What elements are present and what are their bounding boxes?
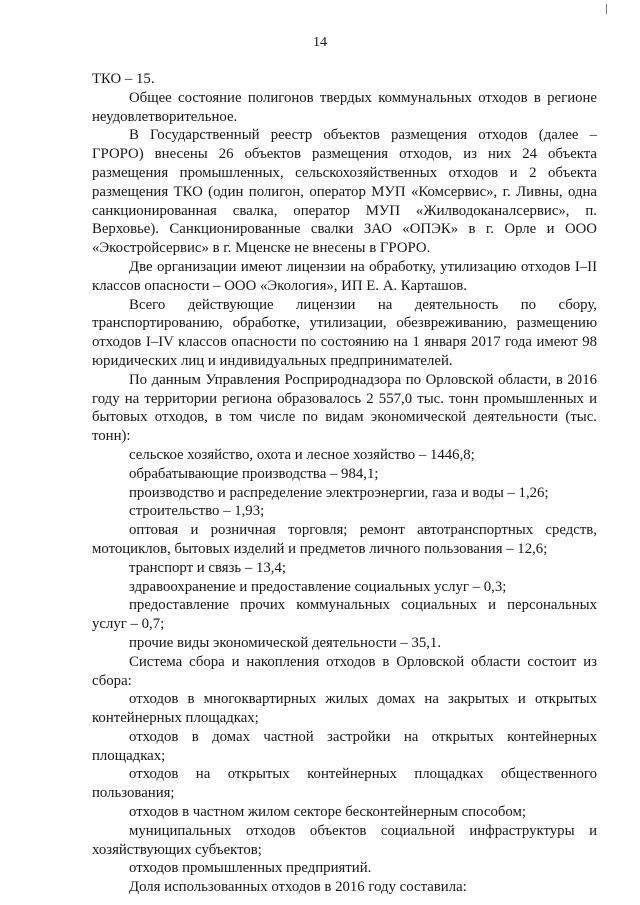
paragraph: Всего действующие лицензии на деятельность по сбору, транспортированию, обработке, утилизации, обезвреживанию, размещению отходов I–IV классов опасности по состоянию на 1 января 2017 года имеют 98 юридических лиц и индивидуальных предпринимателей. [92,296,597,369]
document-body [92,70,597,897]
list-item: производство и распределение электроэнергии, газа и воды – 1,26; [129,484,549,501]
paragraph: Две организации имеют лицензии на обработку, утилизацию отходов I–II классов опасности – ООО «Экология», ИП Е. А. Карташов. [92,258,597,294]
list-item: строительство – 1,93; [129,503,265,520]
paragraph-continuation: ТКО – 15. [92,71,155,87]
paragraph: Система сбора и накопления отходов в Орловской области состоит из сбора: [92,653,597,689]
list-item: предоставление прочих коммунальных социальных и персональных услуг – 0,7; [92,597,597,633]
paragraph: В Государственный реестр объектов размещения отходов (далее – ГРОРО) внесены 26 объектов размещения отходов, из них 24 объекта размещения промышленных, сельскохозяйственных отходов и 2 объекта размещения ТКО (один полигон, оператор МУП «Комсервис», г. Ливны, одна санкционированная свалка, оператор МУП «Жилводоканалсервис», п. Верховье). Санкционированные свалки ЗАО «ОПЭК» в г. Орле и ООО «Экостройсервис» в г. Мценске не внесены в ГРОРО. [92,127,597,257]
list-item: отходов промышленных предприятий. [129,860,372,877]
list-item: обрабатывающие производства – 984,1; [129,465,379,482]
page-number: 14 [313,35,327,50]
paragraph: Общее состояние полигонов твердых коммунальных отходов в регионе неудовлетворительное. [92,89,597,125]
list-item: муниципальных отходов объектов социальной инфраструктуры и хозяйствующих субъектов; [92,822,597,858]
list-item: здравоохранение и предоставление социальных услуг – 0,3; [129,578,507,595]
list-item: отходов в многоквартирных жилых домах на закрытых и открытых контейнерных площадках; [92,691,597,727]
corner-mark [606,4,613,14]
paragraph: По данным Управления Росприроднадзора по Орловской области, в 2016 году на территории региона образовалось 2 557,0 тыс. тонн промышленных и бытовых отходов, в том числе по видам экономической деятельности (тыс. тонн): [92,371,597,445]
paragraph: Доля использованных отходов в 2016 году составила: [129,879,467,896]
list-item: отходов на открытых контейнерных площадках общественного пользования; [92,766,597,802]
list-item: сельское хозяйство, охота и лесное хозяйство – 1446,8; [129,446,475,463]
list-item: прочие виды экономической деятельности – 35,1. [129,634,442,651]
list-item: отходов в домах частной застройки на открытых контейнерных площадках; [92,728,597,764]
list-item: оптовая и розничная торговля; ремонт автотранспортных средств, мотоциклов, бытовых изделий и предметов личного пользования – 12,6; [92,522,597,557]
list-item: транспорт и связь – 13,4; [129,559,286,576]
list-item: отходов в частном жилом секторе бесконтейнерным способом; [129,804,526,821]
